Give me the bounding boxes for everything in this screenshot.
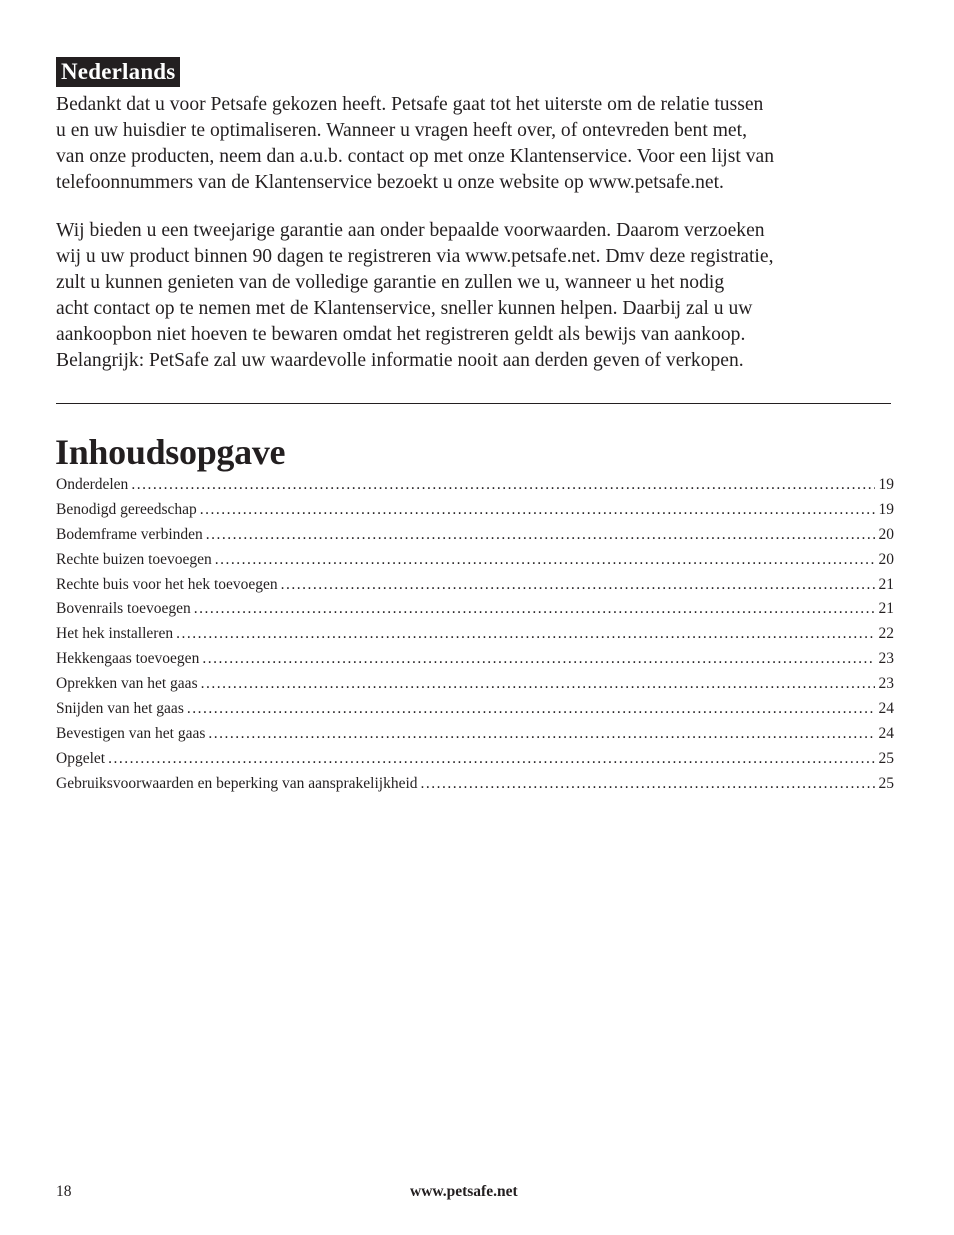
intro-line: telefoonnummers van de Klantenservice bezoekt u onze website op www.petsafe.net. xyxy=(56,172,724,193)
toc-entry-title: Rechte buis voor het hek toevoegen xyxy=(56,575,278,593)
toc-entry xyxy=(56,772,894,797)
toc-entry-title: Gebruiksvoorwaarden en beperking van aansprakelijkheid xyxy=(56,774,418,792)
footer-website: www.petsafe.net xyxy=(410,1183,518,1200)
toc-entry-title: Onderdelen xyxy=(56,476,129,493)
table-of-contents xyxy=(56,473,894,797)
toc-entry xyxy=(56,697,894,722)
intro-line: Bedankt dat u voor Petsafe gekozen heeft. Petsafe gaat tot het uiterste om de relatie tussen xyxy=(56,94,764,115)
intro-text xyxy=(56,92,906,396)
toc-entry-title: Bovenrails toevoegen xyxy=(56,600,191,618)
toc-entry-page: 25 xyxy=(878,774,894,792)
language-label: Nederlands xyxy=(56,57,180,87)
toc-entry xyxy=(56,647,894,672)
toc-entry xyxy=(56,597,894,622)
toc-entry xyxy=(56,498,894,523)
intro-line: u en uw huisdier te optimaliseren. Wanneer u vragen heeft over, of ontevreden bent met, xyxy=(56,120,747,141)
toc-entry-page: 22 xyxy=(878,625,894,643)
toc-entry-page: 24 xyxy=(878,700,894,718)
toc-entry-page: 24 xyxy=(878,724,894,742)
toc-entry-page: 19 xyxy=(878,500,894,518)
toc-entry xyxy=(56,573,894,598)
toc-leader xyxy=(187,697,875,722)
toc-leader xyxy=(194,597,875,622)
toc-entry xyxy=(56,622,894,647)
intro-line: Belangrijk: PetSafe zal uw waardevolle informatie nooit aan derden geven of verkopen. xyxy=(56,350,744,371)
toc-leader xyxy=(108,747,874,772)
toc-entry xyxy=(56,523,894,548)
toc-leader xyxy=(176,622,874,647)
toc-entry xyxy=(56,672,894,697)
toc-leader xyxy=(281,573,875,598)
toc-entry-title: Snijden van het gaas xyxy=(56,700,184,718)
toc-entry-title: Opgelet xyxy=(56,749,106,767)
toc-leader xyxy=(201,672,875,697)
toc-entry xyxy=(56,747,894,772)
toc-leader xyxy=(206,523,875,548)
intro-line: zult u kunnen genieten van de volledige garantie en zullen we u, wanneer u het nodig xyxy=(56,272,725,293)
toc-entry-page: 20 xyxy=(878,525,894,543)
toc-entry-title: Benodigd gereedschap xyxy=(56,500,197,518)
toc-leader xyxy=(131,473,874,498)
toc-title: Inhoudsopgave xyxy=(55,432,286,472)
toc-entry xyxy=(56,548,894,573)
toc-entry xyxy=(56,722,894,747)
intro-paragraph-1 xyxy=(56,92,906,196)
toc-entry-page: 23 xyxy=(878,650,894,668)
toc-entry-page: 25 xyxy=(878,749,894,767)
section-divider xyxy=(56,403,891,404)
intro-line: aankoopbon niet hoeven te bewaren omdat het registreren geldt als bewijs van aankoop. xyxy=(56,324,746,345)
intro-line: wij u uw product binnen 90 dagen te registreren via www.petsafe.net. Dmv deze registratie, xyxy=(56,246,774,267)
toc-entry-title: Bodemframe verbinden xyxy=(56,525,203,543)
toc-entry-page: 21 xyxy=(878,575,894,593)
toc-entry xyxy=(56,473,894,498)
toc-entry-title: Het hek installeren xyxy=(56,625,174,643)
intro-line: acht contact op te nemen met de Klantenservice, sneller kunnen helpen. Daarbij zal u uw xyxy=(56,298,753,319)
toc-entry-page: 20 xyxy=(878,550,894,568)
toc-leader xyxy=(215,548,875,573)
toc-entry-page: 21 xyxy=(878,600,894,618)
toc-entry-title: Rechte buizen toevoegen xyxy=(56,550,212,568)
toc-entry-page: 23 xyxy=(878,675,894,693)
toc-leader xyxy=(200,498,875,523)
toc-entry-page: 19 xyxy=(878,476,894,493)
intro-line: van onze producten, neem dan a.u.b. contact op met onze Klantenservice. Voor een lijst van xyxy=(56,146,775,167)
toc-entry-title: Hekkengaas toevoegen xyxy=(56,650,200,668)
toc-leader xyxy=(421,772,875,797)
intro-paragraph-2 xyxy=(56,218,906,374)
intro-line: Wij bieden u een tweejarige garantie aan onder bepaalde voorwaarden. Daarom verzoeken xyxy=(56,220,765,241)
page-number: 18 xyxy=(56,1183,72,1200)
toc-leader xyxy=(202,647,874,672)
toc-leader xyxy=(208,722,874,747)
toc-entry-title: Bevestigen van het gaas xyxy=(56,724,206,742)
toc-entry-title: Oprekken van het gaas xyxy=(56,675,198,693)
